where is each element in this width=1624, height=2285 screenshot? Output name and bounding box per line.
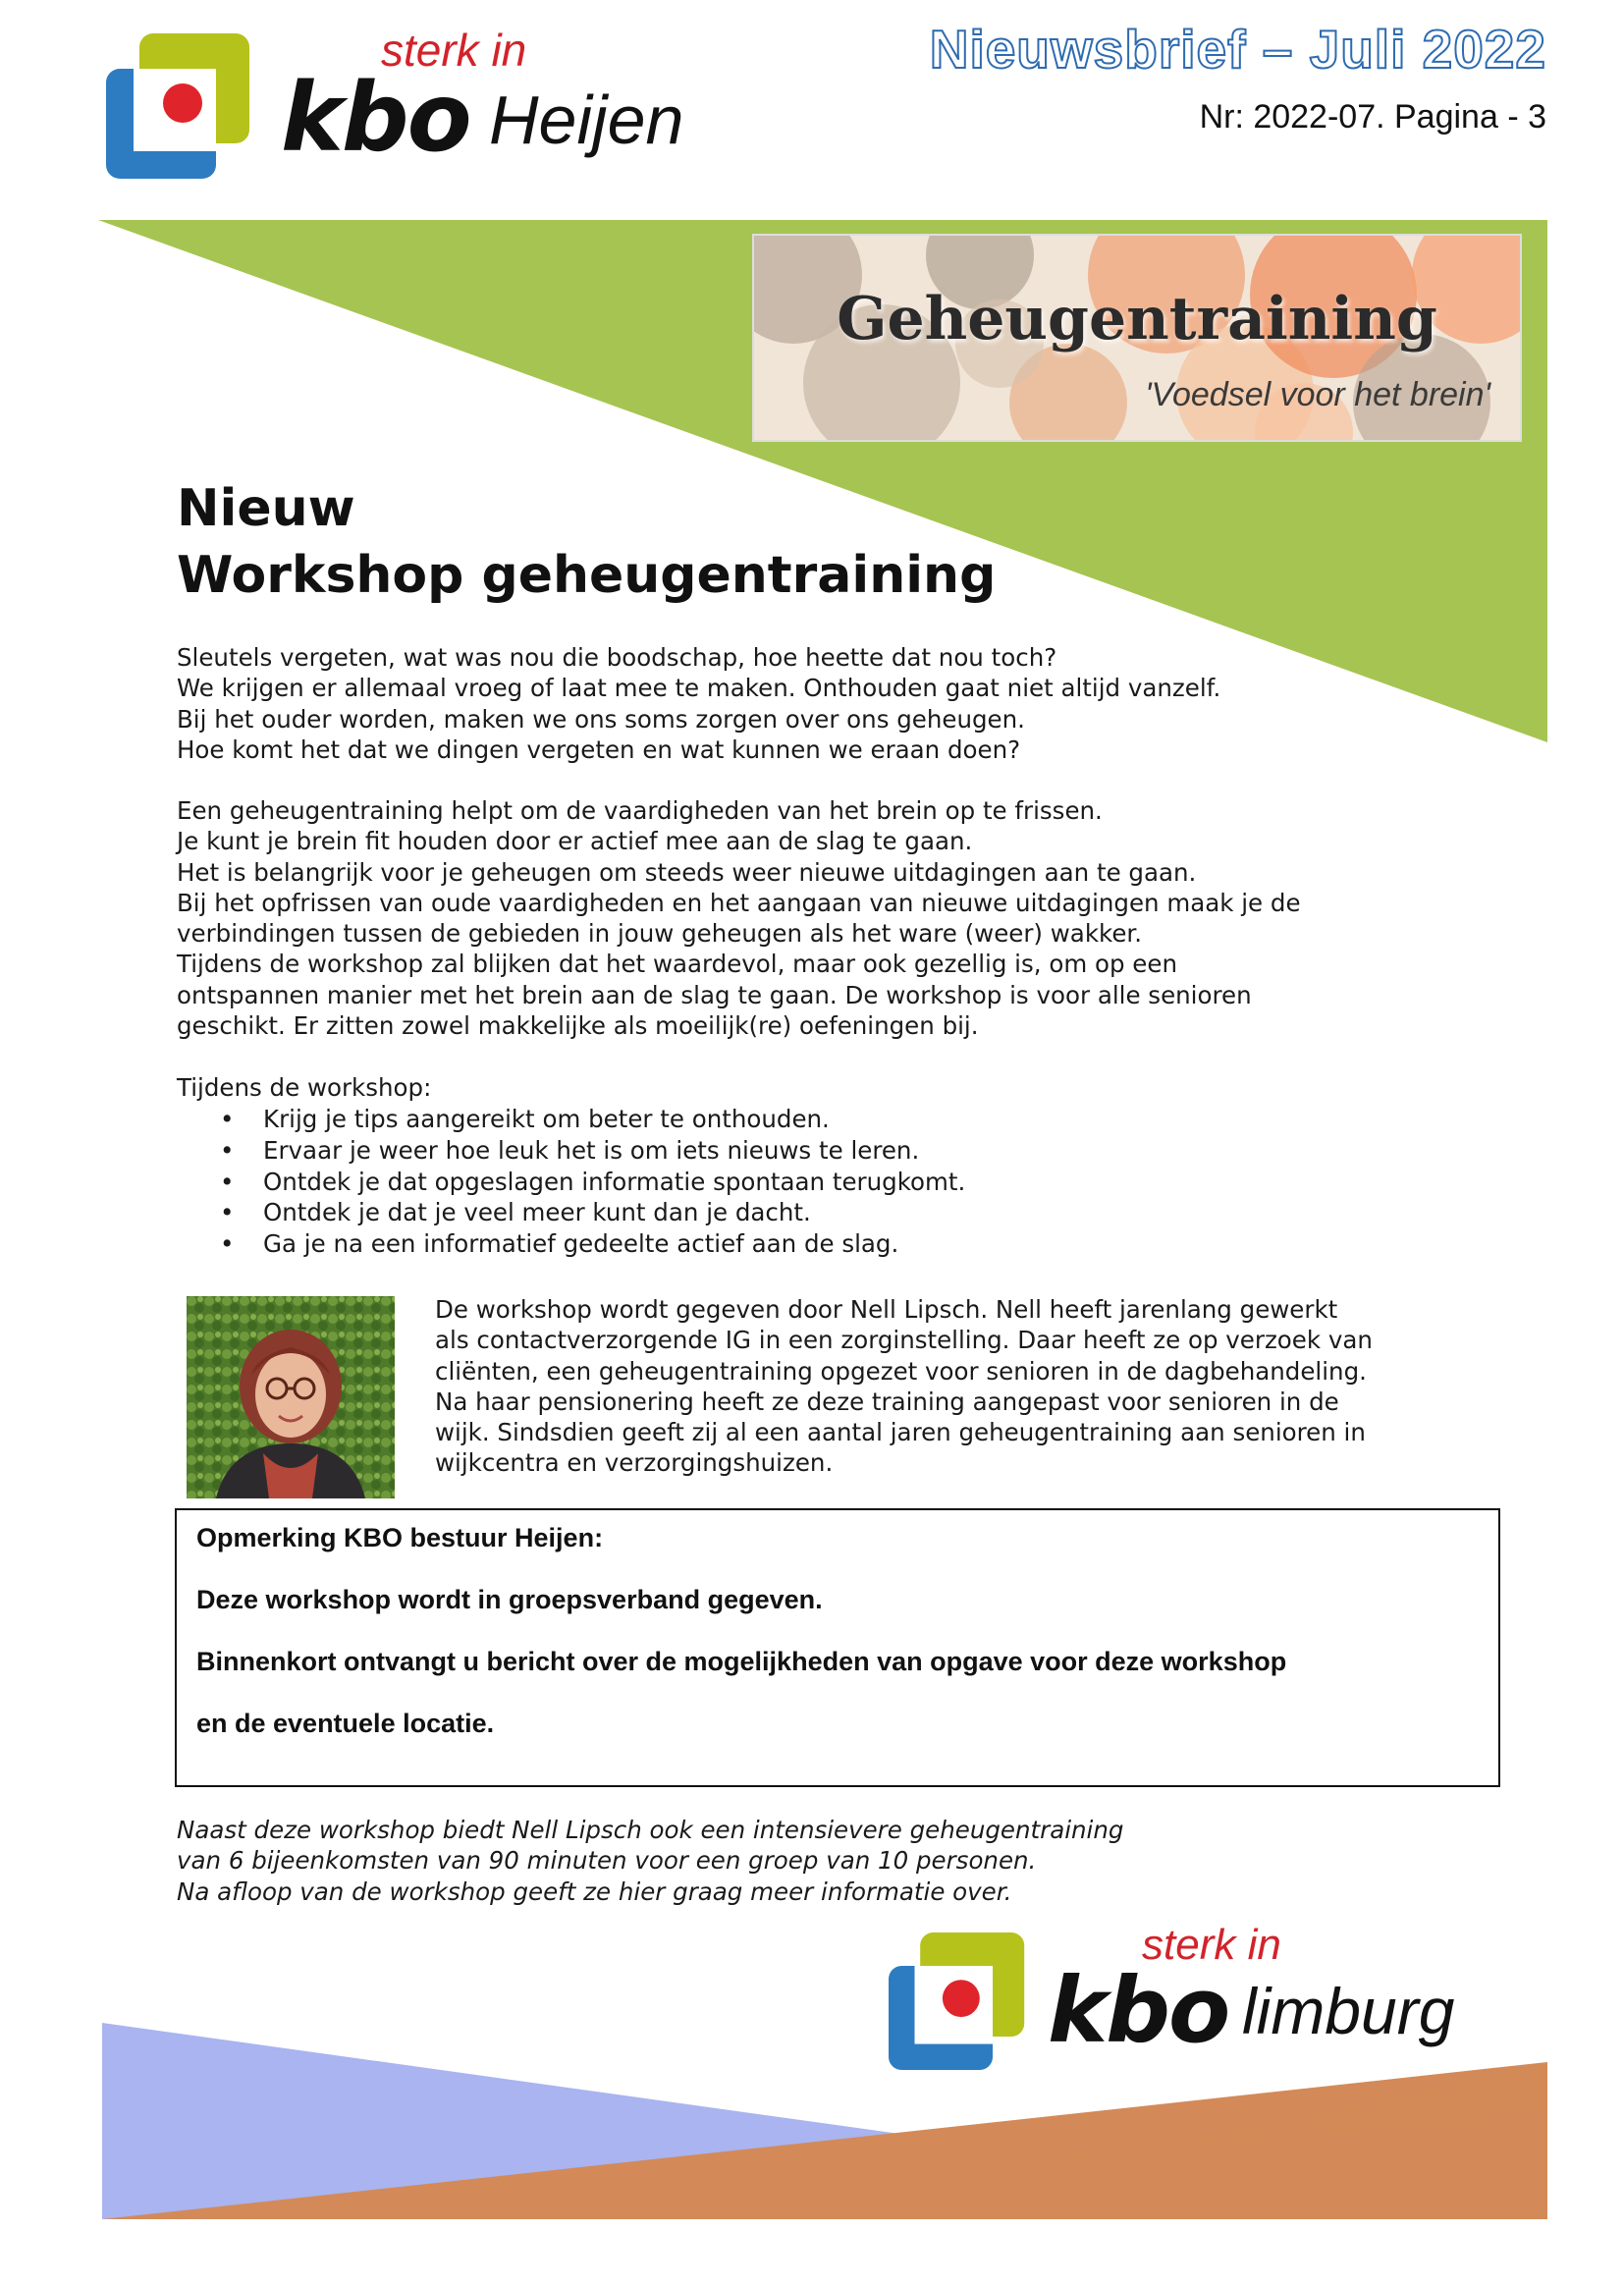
kbo-limburg-logo xyxy=(889,1921,1478,2076)
text-line: Sleutels vergeten, wat was nou die boodschap, hoe heette dat nou toch? xyxy=(177,643,1057,672)
text-line: van 6 bijeenkomsten van 90 minuten voor een groep van 10 personen. xyxy=(177,1846,1037,1876)
logo-place: Heijen xyxy=(489,82,684,158)
text-line: geschikt. Er zitten zowel makkelijke als moeilijk(re) oefeningen bij. xyxy=(177,1011,979,1041)
list-item: • Krijg je tips aangereikt om beter te onthouden. xyxy=(177,1104,965,1135)
kbo-heijen-logo xyxy=(106,25,695,187)
logo-tagline: sterk in xyxy=(381,25,527,76)
text-line: Na haar pensionering heeft ze deze training aangepast voor senioren in de xyxy=(435,1387,1339,1416)
text-line: Hoe komt het dat we dingen vergeten en wat kunnen we eraan doen? xyxy=(177,734,1021,764)
portrait-image xyxy=(187,1296,395,1498)
text-line: Naast deze workshop biedt Nell Lipsch ook een intensievere geheugentraining xyxy=(177,1816,1124,1844)
text-line: verbindingen tussen de gebieden in jouw geheugen als het ware (weer) wakker. xyxy=(177,919,1143,949)
logo-place: limburg xyxy=(1242,1975,1455,2047)
kbo-logo-mark-icon xyxy=(889,1929,1028,2074)
text-line: Het is belangrijk voor je geheugen om steeds weer nieuwe uitdagingen aan te gaan. xyxy=(177,857,1197,887)
remark-line-2: Binnenkort ontvangt u bericht over de mogelijkheden van opgave voor deze workshop xyxy=(196,1647,1287,1676)
text-line: wijk. Sindsdien geeft zij al een aantal jaren geheugentraining aan senioren in xyxy=(435,1418,1366,1447)
geheugentraining-banner xyxy=(754,236,1520,440)
logo-brand: kbo xyxy=(1048,1958,1229,2063)
list-intro xyxy=(177,1072,431,1103)
text-line: Tijdens de workshop: xyxy=(177,1073,432,1102)
banner-subtitle: 'Voedsel voor het brein' xyxy=(1145,376,1490,413)
text-line: Bij het opfrissen van oude vaardigheden en het aangaan van nieuwe uitdagingen maak je de xyxy=(177,888,1301,917)
list-item: • Ontdek je dat je veel meer kunt dan je dacht. xyxy=(177,1197,965,1228)
text-line: Een geheugentraining helpt om de vaardigheden van het brein op te frissen. xyxy=(177,796,1103,825)
text-line: cliënten, een geheugentraining opgezet voor senioren in de dagbehandeling. xyxy=(435,1356,1367,1386)
text-line: wijkcentra en verzorgingshuizen. xyxy=(435,1448,834,1478)
text-line: Tijdens de workshop zal blijken dat het waardevol, maar ook gezellig is, om op een xyxy=(177,950,1177,979)
body-paragraph xyxy=(177,795,1301,1041)
text-line: Na afloop van de workshop geeft ze hier graag meer informatie over. xyxy=(177,1877,1012,1906)
list-item: • Ervaar je weer hoe leuk het is om iets nieuws te leren. xyxy=(177,1135,965,1167)
kbo-logo-mark-icon xyxy=(106,29,253,183)
banner-title: Geheugentraining xyxy=(837,285,1437,354)
text-line: ontspannen manier met het brein aan de slag te gaan. De workshop is voor alle senioren xyxy=(177,980,1252,1009)
issue-number: Nr: 2022-07. Pagina - 3 xyxy=(1199,98,1546,136)
list-item: • Ga je na een informatief gedeelte actief aan de slag. xyxy=(177,1228,965,1260)
article-kicker: Nieuw xyxy=(177,479,355,538)
remark-line-1: Deze workshop wordt in groepsverband gegeven. xyxy=(196,1585,823,1614)
remark-line-3: en de eventuele locatie. xyxy=(196,1709,495,1738)
text-line: We krijgen er allemaal vroeg of laat mee te maken. Onthouden gaat niet altijd vanzelf. xyxy=(177,674,1221,703)
board-remark-box xyxy=(175,1508,1500,1787)
list-item: • Ontdek je dat opgeslagen informatie spontaan terugkomt. xyxy=(177,1167,965,1198)
newsletter-title: Nieuwsbrief – Juli 2022 xyxy=(929,19,1546,80)
logo-brand: kbo xyxy=(281,63,470,173)
workshop-bullet-list xyxy=(177,1104,965,1260)
text-line: Je kunt je brein fit houden door er actief mee aan de slag te gaan. xyxy=(177,827,973,856)
article-headline: Workshop geheugentraining xyxy=(177,546,997,605)
intro-paragraph xyxy=(177,642,1220,765)
text-line: Bij het ouder worden, maken we ons soms zorgen over ons geheugen. xyxy=(177,704,1025,734)
remark-heading: Opmerking KBO bestuur Heijen: xyxy=(196,1523,604,1552)
footnote-paragraph xyxy=(177,1815,1123,1907)
logo-tagline: sterk in xyxy=(1142,1921,1281,1969)
nell-lipsch-photo xyxy=(187,1296,395,1498)
bio-paragraph xyxy=(435,1294,1373,1479)
text-line: als contactverzorgende IG in een zorginstelling. Daar heeft ze op verzoek van xyxy=(435,1326,1373,1355)
text-line: De workshop wordt gegeven door Nell Lipsch. Nell heeft jarenlang gewerkt xyxy=(435,1295,1338,1324)
